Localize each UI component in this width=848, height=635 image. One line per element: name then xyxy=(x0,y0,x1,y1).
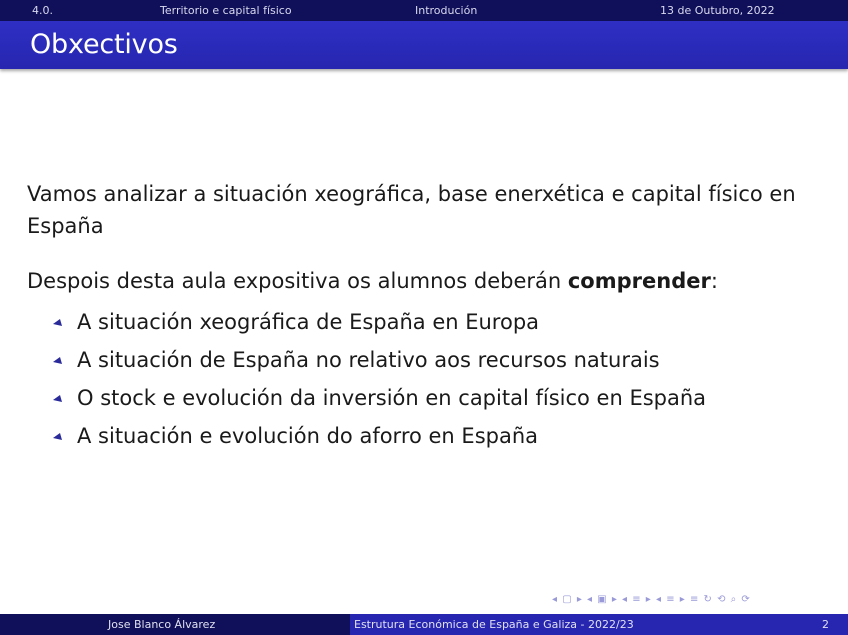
header-course-title[interactable]: Territorio e capital físico xyxy=(160,4,292,17)
list-item-text: O stock e evolución da inversión en capital físico en España xyxy=(77,386,707,410)
list-item xyxy=(27,341,827,379)
header-date: 13 de Outubro, 2022 xyxy=(660,4,775,17)
header-section-number[interactable]: 4.0. xyxy=(32,4,53,17)
header-navigation-bar xyxy=(0,0,848,21)
lead-paragraph xyxy=(27,265,827,297)
lead-bold-word: comprender xyxy=(567,269,711,293)
bullet-triangle-icon xyxy=(51,354,64,367)
frame-title-bar xyxy=(0,21,848,69)
intro-paragraph: Vamos analizar a situación xeográfica, base enerxética e capital físico en España xyxy=(27,182,796,238)
lead-end: : xyxy=(710,269,718,293)
list-item-text: A situación de España no relativo aos recursos naturais xyxy=(77,348,660,372)
list-item xyxy=(27,379,827,417)
bullet-triangle-icon xyxy=(51,316,64,329)
footer-page-number: 2 xyxy=(822,618,829,631)
beamer-navigation-symbols[interactable]: ◂ ▢ ▸ ◂ ▣ ▸ ◂ ≡ ▸ ◂ ≡ ▸ ≡ ↻ ⟲ ⌕ ⟳ xyxy=(552,594,751,605)
list-item-text: A situación e evolución do aforro en España xyxy=(77,424,539,448)
slide-content xyxy=(27,178,827,455)
footer-course-name: Estrutura Económica de España e Galiza - 2022/23 xyxy=(354,618,634,631)
list-item-text: A situación xeográfica de España en Europa xyxy=(77,310,540,334)
bullet-triangle-icon xyxy=(51,430,64,443)
list-item xyxy=(27,303,827,341)
lead-text: Despois desta aula expositiva os alumnos deberán xyxy=(27,269,568,293)
footer-bar xyxy=(0,614,848,635)
list-item xyxy=(27,417,827,455)
slide-title: Obxectivos xyxy=(30,29,178,60)
objectives-list xyxy=(27,303,827,455)
header-subsection[interactable]: Introdución xyxy=(415,4,478,17)
bullet-triangle-icon xyxy=(51,392,64,405)
footer-author: Jose Blanco Álvarez xyxy=(108,618,216,631)
